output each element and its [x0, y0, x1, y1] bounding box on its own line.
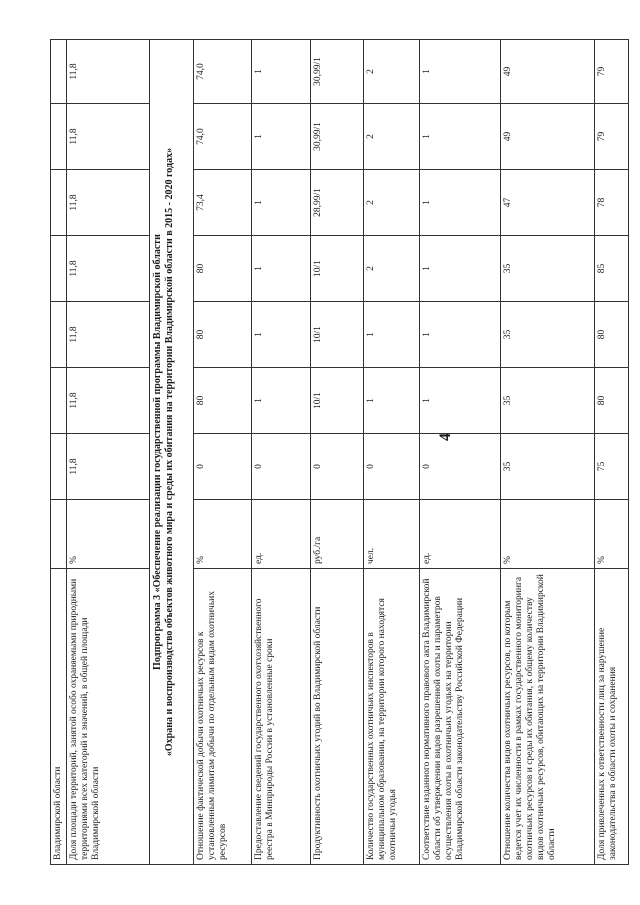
value-cell: 1	[251, 236, 310, 302]
table-row	[310, 40, 363, 865]
value-cell: 2	[363, 40, 419, 104]
value-cell: 74,0	[193, 40, 251, 104]
empty-cell	[51, 434, 67, 500]
value-cell: 79	[594, 104, 628, 170]
value-cell: 11,8	[66, 368, 149, 434]
region-label-cell: Владимирской области	[51, 569, 67, 865]
table-row	[363, 40, 419, 865]
value-cell: 47	[500, 170, 594, 236]
value-cell: 1	[363, 302, 419, 368]
value-cell: 79	[594, 40, 628, 104]
value-cell: 11,8	[66, 302, 149, 368]
value-cell: 80	[193, 302, 251, 368]
table-row-protected-areas	[66, 40, 149, 865]
unit-cell: %	[193, 500, 251, 569]
value-cell: 11,8	[66, 40, 149, 104]
indicator-cell: Количество государственных охотничьих инспекторов в муниципальном образовании, на территории которого находятся охотничьи угодья	[363, 569, 419, 865]
table-row	[500, 40, 594, 865]
table-row	[594, 40, 628, 865]
value-cell: 35	[500, 302, 594, 368]
value-cell: 1	[419, 236, 500, 302]
page-number: 4	[437, 433, 454, 441]
indicator-cell: Продуктивность охотничьих угодий во Владимирской области	[310, 569, 363, 865]
unit-cell: %	[594, 500, 628, 569]
value-cell: 0	[419, 434, 500, 500]
value-cell: 1	[251, 170, 310, 236]
value-cell: 1	[251, 368, 310, 434]
indicator-cell: Отношение фактической добычи охотничьих ресурсов к установленным лимитам добычи по отдельным видам охотничьих ресурсов	[193, 569, 251, 865]
value-cell: 11,8	[66, 434, 149, 500]
indicator-cell: Отношение количества видов охотничьих ресурсов, по которым ведется учет их численности в рамках государственного мониторинга охотничьих ресурсов и среды их обитания, к общему количеству видов охотничьих ресурсов, обитающих на территории Владимирской области	[500, 569, 594, 865]
subprogram-subtitle: «Охрана и воспроизводство объектов животного мира и среды их обитания на территории Владимирской области в 2015 - 2020 годах»	[164, 147, 176, 757]
empty-cell	[51, 170, 67, 236]
empty-cell	[51, 104, 67, 170]
value-cell: 2	[363, 236, 419, 302]
table-row	[251, 40, 310, 865]
table-row-subprogram	[149, 40, 193, 865]
unit-cell: ед.	[419, 500, 500, 569]
unit-cell: руб./га	[310, 500, 363, 569]
table-row	[419, 40, 500, 865]
value-cell: 11,8	[66, 104, 149, 170]
empty-cell	[51, 40, 67, 104]
empty-cell	[51, 500, 67, 569]
empty-cell	[51, 302, 67, 368]
subprogram-title: Подпрограмма 3 «Обеспечение реализации государственной программы Владимирской области	[151, 234, 163, 670]
value-cell: 30,99/1	[310, 104, 363, 170]
value-cell: 35	[500, 434, 594, 500]
value-cell: 30,99/1	[310, 40, 363, 104]
indicator-cell: Соответствие изданного нормативного правового акта Владимирской области об утверждении видов разрешенной охоты и параметров осуществления охоты в охотничьих угодьях на территории Владимирской области законодательству Российской Федерации	[419, 569, 500, 865]
value-cell: 11,8	[66, 236, 149, 302]
indicator-cell: Доля привлеченных к ответственности лиц за нарушение законодательства в области охоты и сохранения	[594, 569, 628, 865]
value-cell: 10/1	[310, 302, 363, 368]
unit-cell: %	[500, 500, 594, 569]
value-cell: 1	[419, 170, 500, 236]
value-cell: 75	[594, 434, 628, 500]
value-cell: 1	[251, 40, 310, 104]
value-cell: 1	[419, 40, 500, 104]
value-cell: 0	[310, 434, 363, 500]
value-cell: 35	[500, 368, 594, 434]
value-cell: 11,8	[66, 170, 149, 236]
indicator-cell: Предоставление сведений государственного охотхозяйственного реестра в Минприроды России в установленные сроки	[251, 569, 310, 865]
value-cell: 2	[363, 170, 419, 236]
value-cell: 1	[251, 104, 310, 170]
value-cell: 80	[594, 368, 628, 434]
unit-cell: %	[66, 500, 149, 569]
value-cell: 80	[193, 368, 251, 434]
value-cell: 0	[363, 434, 419, 500]
table-row	[193, 40, 251, 865]
empty-cell	[51, 368, 67, 434]
value-cell: 80	[193, 236, 251, 302]
value-cell: 10/1	[310, 236, 363, 302]
indicators-table	[50, 39, 629, 865]
value-cell: 78	[594, 170, 628, 236]
unit-cell: чел.	[363, 500, 419, 569]
value-cell: 1	[363, 368, 419, 434]
indicators-table-container	[50, 40, 618, 865]
value-cell: 49	[500, 104, 594, 170]
value-cell: 1	[419, 302, 500, 368]
unit-cell: ед.	[251, 500, 310, 569]
value-cell: 1	[251, 302, 310, 368]
value-cell: 74,0	[193, 104, 251, 170]
table-body	[51, 40, 629, 865]
value-cell: 10/1	[310, 368, 363, 434]
value-cell: 2	[363, 104, 419, 170]
value-cell: 35	[500, 236, 594, 302]
value-cell: 80	[594, 302, 628, 368]
value-cell: 1	[419, 368, 500, 434]
value-cell: 1	[419, 104, 500, 170]
value-cell: 28,99/1	[310, 170, 363, 236]
value-cell: 49	[500, 40, 594, 104]
value-cell: 0	[193, 434, 251, 500]
value-cell: 85	[594, 236, 628, 302]
value-cell: 73,4	[193, 170, 251, 236]
subprogram-heading-cell	[149, 40, 193, 865]
rotated-table-frame	[50, 40, 618, 865]
indicator-cell: Доля площади территорий, занятой особо охраняемыми природными территориями всех категорий и значений, в общей площади Владимирской области	[66, 569, 149, 865]
value-cell: 0	[251, 434, 310, 500]
table-row-region	[51, 40, 67, 865]
empty-cell	[51, 236, 67, 302]
